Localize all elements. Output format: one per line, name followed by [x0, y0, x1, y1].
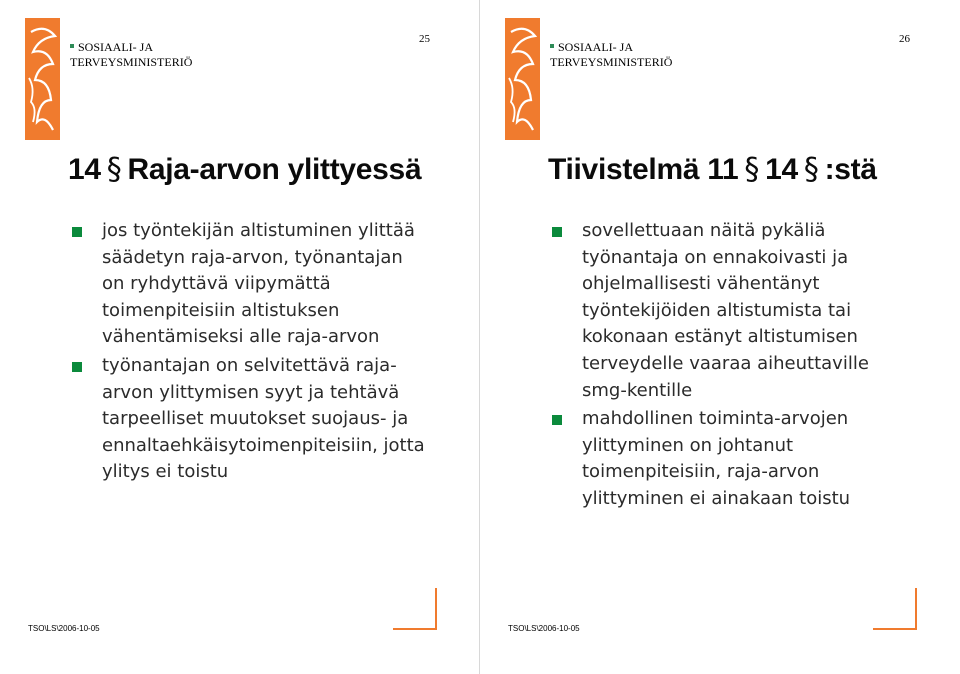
square-bullet-icon — [72, 227, 82, 237]
bullet-list — [548, 218, 908, 515]
title-number: 14 — [68, 153, 101, 186]
bullet-text: työnantajan on selvitettävä raja-arvon ylittymisen syyt ja tehtävä tarpeelliset muutokset suojaus- ja ennaltaehkäisytoimenpiteisiin, jotta ylitys ei toistu — [102, 354, 425, 483]
section-sign-icon: § — [803, 152, 819, 187]
org-line-1: SOSIAALI- JA — [558, 40, 633, 54]
slide-title — [548, 152, 877, 187]
title-number: 14 — [765, 153, 798, 186]
title-suffix: :stä — [824, 153, 877, 186]
list-item — [68, 353, 428, 486]
slide-title — [68, 152, 421, 187]
section-sign-icon: § — [744, 152, 760, 187]
slide-page-26 — [480, 0, 960, 674]
corner-accent-line — [393, 588, 437, 630]
bullet-text: jos työntekijän altistuminen ylittää säädetyn raja-arvon, työnantajan on ryhdyttävä viipymättä toimenpiteisiin altistuksen vähentämiseksi alle raja-arvon — [102, 220, 415, 348]
bullet-text: sovellettuaan näitä pykäliä työnantaja on ennakoivasti ja ohjelmallisesti vähentänyt työntekijöiden altistumista tai kokonaan estänyt altistumisen terveydelle vaaraa aiheuttaville smg-kentille — [582, 220, 869, 401]
section-sign-icon: § — [106, 152, 122, 187]
square-bullet-icon — [550, 44, 554, 48]
bullet-list — [68, 218, 428, 488]
square-bullet-icon — [70, 44, 74, 48]
footer-document-code: TSO\LS\2006-10-05 — [508, 624, 580, 633]
list-item — [548, 406, 908, 512]
ministry-logo-icon — [25, 18, 60, 140]
page-number: 26 — [899, 33, 910, 45]
list-item — [68, 218, 428, 351]
ministry-logo-icon — [505, 18, 540, 140]
square-bullet-icon — [72, 362, 82, 372]
organization-name — [550, 40, 672, 70]
org-line-1: SOSIAALI- JA — [78, 40, 153, 54]
title-text: Tiivistelmä 11 — [548, 153, 739, 186]
square-bullet-icon — [552, 227, 562, 237]
footer-document-code: TSO\LS\2006-10-05 — [28, 624, 100, 633]
bullet-text: mahdollinen toiminta-arvojen ylittyminen on johtanut toimenpiteisiin, raja-arvon ylittyminen ei ainakaan toistu — [582, 408, 851, 509]
organization-name — [70, 40, 192, 70]
org-line-2: TERVEYSMINISTERIÖ — [550, 55, 673, 69]
page-number: 25 — [419, 33, 430, 45]
list-item — [548, 218, 908, 404]
org-line-2: TERVEYSMINISTERIÖ — [70, 55, 193, 69]
corner-accent-line — [873, 588, 917, 630]
square-bullet-icon — [552, 415, 562, 425]
title-text: Raja-arvon ylittyessä — [127, 153, 422, 186]
